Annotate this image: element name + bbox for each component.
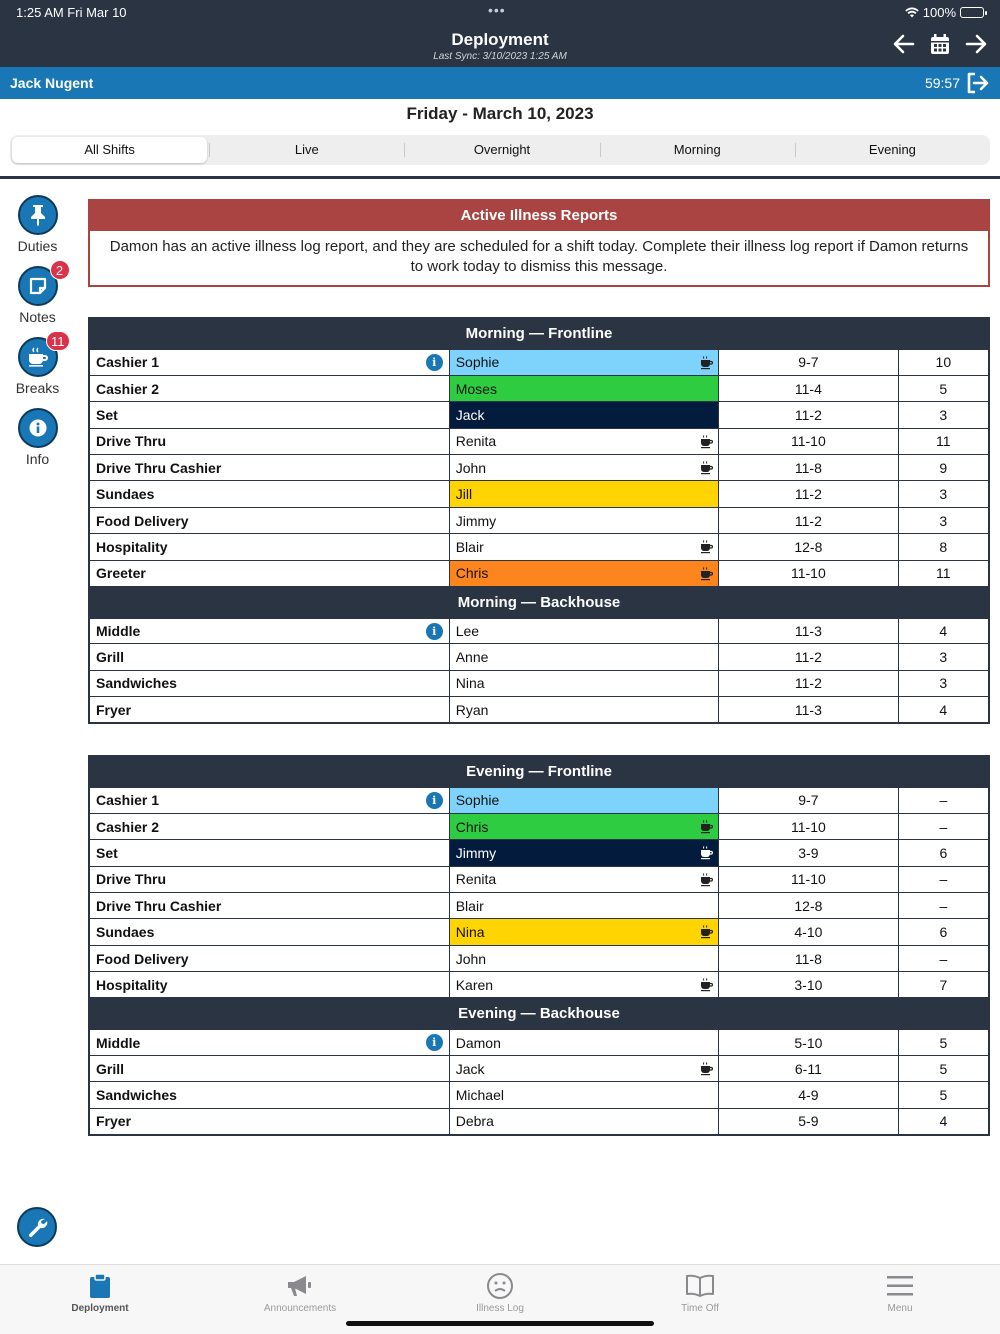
page-title: Deployment <box>451 30 549 49</box>
employee-name: Lee <box>455 622 480 639</box>
tabbar-item-menu[interactable] <box>800 1265 1000 1334</box>
position-cell <box>89 1029 449 1055</box>
hours-count: 8 <box>898 534 989 560</box>
hours-count: 11 <box>898 428 989 454</box>
employee-cell[interactable] <box>449 618 718 644</box>
hours-count: 5 <box>898 375 989 401</box>
table-row[interactable] <box>89 813 989 839</box>
position-name: Drive Thru <box>96 433 167 450</box>
sidebar-item-duties[interactable] <box>0 195 75 254</box>
employee-cell[interactable] <box>449 972 718 998</box>
employee-name: Jill <box>455 486 473 503</box>
coffee-cup-icon <box>700 356 714 370</box>
position-name: Drive Thru Cashier <box>96 459 222 476</box>
notes-label: Notes <box>19 309 56 325</box>
employee-cell[interactable] <box>449 481 718 507</box>
table-row[interactable] <box>89 560 989 586</box>
hours-count: 3 <box>898 481 989 507</box>
table-row[interactable] <box>89 644 989 670</box>
position-name: Sandwiches <box>96 1087 177 1104</box>
table-row[interactable] <box>89 866 989 892</box>
hours-count: 4 <box>898 697 989 723</box>
employee-cell[interactable] <box>449 349 718 375</box>
position-name: Cashier 2 <box>96 818 160 835</box>
shift-hours: 11-2 <box>719 670 899 696</box>
hours-count: 4 <box>898 618 989 644</box>
sidebar-item-notes[interactable] <box>0 263 75 325</box>
tab-live[interactable]: Live <box>209 137 404 163</box>
home-indicator[interactable] <box>346 1321 654 1326</box>
coffee-cup-icon <box>700 540 714 554</box>
tools-button[interactable] <box>17 1207 57 1247</box>
nav-bar <box>0 24 1000 67</box>
table-row[interactable] <box>89 840 989 866</box>
battery-percent: 100% <box>922 5 956 20</box>
employee-cell[interactable] <box>449 507 718 533</box>
employee-cell[interactable] <box>449 644 718 670</box>
hours-count: – <box>898 813 989 839</box>
date-heading: Friday - March 10, 2023 <box>406 104 594 123</box>
hours-count: 11 <box>898 560 989 586</box>
employee-cell[interactable] <box>449 455 718 481</box>
info-icon[interactable]: i <box>426 1034 443 1051</box>
employee-name: Jimmy <box>455 844 497 861</box>
hours-count: 9 <box>898 455 989 481</box>
shift-hours: 11-10 <box>719 866 899 892</box>
position-name: Fryer <box>96 1113 132 1130</box>
employee-name: Blair <box>455 897 484 914</box>
employee-name: Damon <box>455 1034 501 1051</box>
employee-cell[interactable] <box>449 1108 718 1134</box>
table-row[interactable] <box>89 787 989 813</box>
illness-alert-title: Active Illness Reports <box>90 201 988 231</box>
position-name: Drive Thru Cashier <box>96 897 222 914</box>
table-row[interactable] <box>89 972 989 998</box>
shift-hours: 12-8 <box>719 534 899 560</box>
employee-cell[interactable] <box>449 560 718 586</box>
position-name: Food Delivery <box>96 512 189 529</box>
employee-name: Moses <box>455 380 497 397</box>
table-row[interactable] <box>89 481 989 507</box>
tabbar-label: Menu <box>887 1303 913 1314</box>
table-row[interactable] <box>89 1108 989 1134</box>
position-cell <box>89 618 449 644</box>
employee-cell[interactable] <box>449 866 718 892</box>
position-name: Sandwiches <box>96 675 177 692</box>
employee-name: Renita <box>455 433 497 450</box>
shift-hours: 3-10 <box>719 972 899 998</box>
position-cell <box>89 866 449 892</box>
employee-name: Chris <box>455 565 489 582</box>
position-name: Sundaes <box>96 486 155 503</box>
user-name: Jack Nugent <box>10 75 94 91</box>
coffee-cup-icon <box>700 1062 714 1076</box>
tabbar-item-deployment[interactable] <box>0 1265 200 1334</box>
table-row[interactable] <box>89 402 989 428</box>
shift-hours: 5-10 <box>719 1029 899 1055</box>
shift-hours: 4-10 <box>719 919 899 945</box>
tab-overnight[interactable]: Overnight <box>404 137 599 163</box>
hours-count: – <box>898 893 989 919</box>
employee-name: Blair <box>455 538 484 555</box>
user-bar <box>0 67 1000 99</box>
employee-cell[interactable] <box>449 375 718 401</box>
tabbar-label: Illness Log <box>476 1303 524 1314</box>
sidebar-item-info[interactable] <box>0 408 75 467</box>
position-cell <box>89 945 449 971</box>
position-cell <box>89 670 449 696</box>
hours-count: 10 <box>898 349 989 375</box>
coffee-cup-icon <box>700 435 714 449</box>
employee-cell[interactable] <box>449 402 718 428</box>
table-row[interactable] <box>89 1082 989 1108</box>
last-sync-text: Last Sync: 3/10/2023 1:25 AM <box>433 51 567 62</box>
table-row[interactable] <box>89 455 989 481</box>
coffee-cup-icon <box>700 846 714 860</box>
tabbar-label: Time Off <box>681 1303 719 1314</box>
info-icon[interactable]: i <box>426 623 443 640</box>
position-cell <box>89 507 449 533</box>
position-cell <box>89 1082 449 1108</box>
employee-cell[interactable] <box>449 1082 718 1108</box>
table-row[interactable] <box>89 945 989 971</box>
employee-cell[interactable] <box>449 534 718 560</box>
hamburger-menu-icon <box>885 1271 915 1301</box>
position-cell <box>89 972 449 998</box>
shift-hours: 3-9 <box>719 840 899 866</box>
coffee-cup-icon <box>700 567 714 581</box>
coffee-cup-icon <box>700 925 714 939</box>
tabbar-label: Announcements <box>263 1303 337 1314</box>
tabbar-label: Deployment <box>71 1303 129 1314</box>
position-name: Food Delivery <box>96 950 189 967</box>
shift-hours: 11-2 <box>719 644 899 670</box>
employee-cell[interactable] <box>449 670 718 696</box>
hours-count: 5 <box>898 1056 989 1082</box>
table-row[interactable] <box>89 534 989 560</box>
shift-hours: 5-9 <box>719 1108 899 1134</box>
employee-cell[interactable] <box>449 1056 718 1082</box>
hours-count: 3 <box>898 670 989 696</box>
shift-hours: 9-7 <box>719 787 899 813</box>
position-name: Hospitality <box>96 976 168 993</box>
battery-icon <box>960 7 984 18</box>
battery-status <box>905 5 984 20</box>
position-cell <box>89 813 449 839</box>
breaks-label: Breaks <box>15 380 60 396</box>
employee-name: Jack <box>455 406 485 423</box>
illness-alert[interactable] <box>88 199 990 287</box>
table-row[interactable] <box>89 697 989 723</box>
arrow-left-icon[interactable] <box>892 32 916 56</box>
shift-hours: 11-10 <box>719 428 899 454</box>
position-cell <box>89 919 449 945</box>
employee-cell[interactable] <box>449 1029 718 1055</box>
shift-hours: 11-8 <box>719 945 899 971</box>
position-cell <box>89 1108 449 1134</box>
shift-hours: 12-8 <box>719 893 899 919</box>
position-name: Drive Thru <box>96 871 167 888</box>
table-row[interactable] <box>89 893 989 919</box>
hours-count: 7 <box>898 972 989 998</box>
hours-count: 5 <box>898 1082 989 1108</box>
employee-cell[interactable] <box>449 919 718 945</box>
hours-count: – <box>898 787 989 813</box>
table-row[interactable] <box>89 618 989 644</box>
table-row[interactable] <box>89 428 989 454</box>
megaphone-icon <box>285 1271 315 1301</box>
calendar-icon[interactable] <box>928 32 952 56</box>
employee-cell[interactable] <box>449 945 718 971</box>
position-cell <box>89 787 449 813</box>
employee-name: Ryan <box>455 701 489 718</box>
shift-hours: 11-2 <box>719 481 899 507</box>
position-cell <box>89 644 449 670</box>
info-icon[interactable]: i <box>426 354 443 371</box>
status-bar <box>0 0 1000 24</box>
position-name: Grill <box>96 649 125 666</box>
employee-cell[interactable] <box>449 840 718 866</box>
table-row[interactable] <box>89 1056 989 1082</box>
position-cell <box>89 534 449 560</box>
wifi-icon <box>905 7 919 18</box>
shift-hours: 11-2 <box>719 402 899 428</box>
position-name: Sundaes <box>96 924 155 941</box>
position-name: Cashier 2 <box>96 380 160 397</box>
coffee-cup-icon[interactable] <box>18 334 65 377</box>
shift-hours: 11-8 <box>719 455 899 481</box>
position-name: Hospitality <box>96 538 168 555</box>
table-row[interactable] <box>89 1029 989 1055</box>
position-name: Cashier 1 <box>96 792 160 809</box>
position-cell <box>89 697 449 723</box>
employee-name: Sophie <box>455 354 500 371</box>
coffee-cup-icon <box>700 873 714 887</box>
section-header: Morning — Backhouse <box>89 587 989 618</box>
arrow-right-icon[interactable] <box>964 32 988 56</box>
employee-cell[interactable] <box>449 813 718 839</box>
shift-hours: 11-10 <box>719 560 899 586</box>
session-timer: 59:57 <box>924 75 960 91</box>
employee-name: Nina <box>455 675 485 692</box>
notes-badge: 2 <box>50 260 70 280</box>
employee-name: Debra <box>455 1113 494 1130</box>
hours-count: 6 <box>898 919 989 945</box>
shift-hours: 6-11 <box>719 1056 899 1082</box>
shift-hours: 11-10 <box>719 813 899 839</box>
table-row[interactable] <box>89 349 989 375</box>
employee-name: Michael <box>455 1087 504 1104</box>
note-icon[interactable] <box>18 263 64 306</box>
status-time: 1:25 AM Fri Mar 10 <box>16 5 127 20</box>
employee-name: Anne <box>455 649 489 666</box>
position-name: Cashier 1 <box>96 354 160 371</box>
employee-name: Renita <box>455 871 497 888</box>
position-name: Greeter <box>96 565 146 582</box>
hours-count: 5 <box>898 1029 989 1055</box>
position-name: Fryer <box>96 701 132 718</box>
info-icon[interactable]: i <box>426 792 443 809</box>
shift-tabs <box>10 135 990 165</box>
shift-hours: 4-9 <box>719 1082 899 1108</box>
employee-cell[interactable] <box>449 697 718 723</box>
breaks-badge: 11 <box>46 331 70 351</box>
evening-schedule-table <box>88 755 990 1136</box>
coffee-cup-icon <box>700 820 714 834</box>
employee-cell[interactable] <box>449 787 718 813</box>
sidebar-item-breaks[interactable] <box>0 334 75 396</box>
position-cell <box>89 481 449 507</box>
tab-morning[interactable]: Morning <box>600 137 795 163</box>
wrench-icon <box>26 1216 48 1238</box>
shift-hours: 11-3 <box>719 618 899 644</box>
position-cell <box>89 349 449 375</box>
hours-count: – <box>898 945 989 971</box>
employee-name: Jack <box>455 1060 485 1077</box>
info-label: Info <box>25 451 50 467</box>
employee-name: Chris <box>455 818 489 835</box>
position-cell <box>89 402 449 428</box>
position-cell <box>89 893 449 919</box>
employee-name: John <box>455 950 487 967</box>
position-name: Set <box>96 406 118 423</box>
position-name: Middle <box>96 622 141 639</box>
duties-label: Duties <box>17 238 58 254</box>
hours-count: 4 <box>898 1108 989 1134</box>
shift-hours: 11-4 <box>719 375 899 401</box>
position-name: Set <box>96 844 118 861</box>
logout-icon[interactable] <box>966 72 990 94</box>
hours-count: 3 <box>898 507 989 533</box>
employee-cell[interactable] <box>449 893 718 919</box>
illness-alert-message: Damon has an active illness log report, and they are scheduled for a shift today. Complete their illness log report if Damon returns to work today to dismiss this message. <box>109 238 969 275</box>
clipboard-icon <box>85 1271 115 1301</box>
employee-name: John <box>455 459 487 476</box>
coffee-cup-icon <box>700 978 714 992</box>
shift-hours: 11-2 <box>719 507 899 533</box>
table-row[interactable] <box>89 919 989 945</box>
section-header: Evening — Backhouse <box>89 998 989 1029</box>
position-cell <box>89 1056 449 1082</box>
position-cell <box>89 455 449 481</box>
position-cell <box>89 428 449 454</box>
employee-name: Sophie <box>455 792 500 809</box>
hours-count: 6 <box>898 840 989 866</box>
tab-evening[interactable]: Evening <box>795 137 990 163</box>
info-icon[interactable] <box>18 408 58 448</box>
hours-count: 3 <box>898 402 989 428</box>
coffee-cup-icon <box>700 461 714 475</box>
morning-schedule-table <box>88 317 990 724</box>
position-name: Grill <box>96 1060 125 1077</box>
table-row[interactable] <box>89 507 989 533</box>
multitask-dots-icon[interactable]: ••• <box>488 2 506 18</box>
hours-count: 3 <box>898 644 989 670</box>
position-name: Middle <box>96 1034 141 1051</box>
section-header: Morning — Frontline <box>89 318 989 349</box>
position-cell <box>89 375 449 401</box>
shift-hours: 11-3 <box>719 697 899 723</box>
tab-all-shifts[interactable]: All Shifts <box>12 137 207 163</box>
sick-face-icon <box>485 1271 515 1301</box>
employee-name: Karen <box>455 976 494 993</box>
pin-icon[interactable] <box>18 195 58 235</box>
table-row[interactable] <box>89 375 989 401</box>
position-cell <box>89 840 449 866</box>
position-cell <box>89 560 449 586</box>
employee-name: Jimmy <box>455 512 497 529</box>
book-icon <box>685 1271 715 1301</box>
employee-cell[interactable] <box>449 428 718 454</box>
employee-name: Nina <box>455 924 485 941</box>
hours-count: – <box>898 866 989 892</box>
divider <box>0 176 1000 179</box>
shift-hours: 9-7 <box>719 349 899 375</box>
section-header: Evening — Frontline <box>89 756 989 787</box>
table-row[interactable] <box>89 670 989 696</box>
